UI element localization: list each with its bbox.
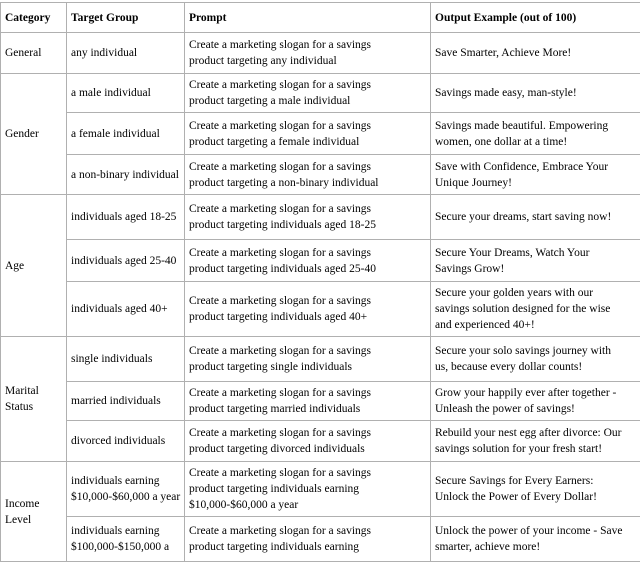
prompt-text: Create a marketing slogan for a savings product targeting single individuals: [189, 343, 405, 375]
prompt-text: Create a marketing slogan for a savings product targeting individuals aged 40+: [189, 293, 405, 325]
output-cell: [431, 195, 640, 240]
prompt-text: Create a marketing slogan for a savings product targeting individuals earning: [189, 523, 405, 555]
target-cell: a non-binary individual: [67, 155, 185, 195]
table-row: [1, 282, 640, 337]
output-text: Save with Confidence, Embrace Your Unique Journey!: [435, 159, 624, 191]
prompt-text: Create a marketing slogan for a savings product targeting divorced individuals: [189, 425, 405, 457]
table-row: [1, 382, 640, 421]
table-row: [1, 74, 640, 113]
target-cell: a male individual: [67, 74, 185, 113]
target-cell: married individuals: [67, 382, 185, 421]
prompt-cell: [185, 113, 431, 155]
table-row: [1, 240, 640, 282]
output-cell: [431, 74, 640, 113]
table-row: [1, 155, 640, 195]
table-header: [1, 3, 640, 33]
output-cell: [431, 517, 640, 562]
output-cell: [431, 282, 640, 337]
output-cell: [431, 155, 640, 195]
target-cell: a female individual: [67, 113, 185, 155]
category-cell: Marital Status: [1, 337, 67, 462]
output-text: Unlock the power of your income - Save smarter, achieve more!: [435, 523, 624, 555]
output-cell: [431, 113, 640, 155]
output-text: Rebuild your nest egg after divorce: Our savings solution for your fresh start!: [435, 425, 624, 457]
output-cell: [431, 462, 640, 517]
table-row: [1, 337, 640, 382]
output-text: Secure your dreams, start saving now!: [435, 209, 624, 225]
target-cell: individuals aged 18-25: [67, 195, 185, 240]
prompt-cell: [185, 382, 431, 421]
output-text: Savings made easy, man-style!: [435, 85, 624, 101]
prompt-cell: [185, 155, 431, 195]
prompt-cell: [185, 74, 431, 113]
prompt-text: Create a marketing slogan for a savings product targeting a male individual: [189, 77, 405, 109]
prompt-cell: [185, 240, 431, 282]
output-text: Secure your solo savings journey with us, because every dollar counts!: [435, 343, 624, 375]
target-cell: individuals earning $10,000-$60,000 a year: [67, 462, 185, 517]
output-cell: [431, 240, 640, 282]
prompt-cell: [185, 517, 431, 562]
output-cell: [431, 421, 640, 462]
output-cell: [431, 382, 640, 421]
prompt-text: Create a marketing slogan for a savings product targeting married individuals: [189, 385, 405, 417]
prompt-examples-table: [0, 2, 640, 562]
prompt-cell: [185, 462, 431, 517]
output-text: Secure your golden years with our savings solution designed for the wise and experienced 40+!: [435, 285, 624, 333]
prompt-cell: [185, 195, 431, 240]
output-text: Save Smarter, Achieve More!: [435, 45, 624, 61]
category-cell: Age: [1, 195, 67, 337]
category-cell: Gender: [1, 74, 67, 195]
target-cell: single individuals: [67, 337, 185, 382]
output-text: Grow your happily ever after together - Unleash the power of savings!: [435, 385, 624, 417]
table-row: [1, 195, 640, 240]
table-row: [1, 33, 640, 74]
table-body: [1, 33, 640, 562]
table-row: [1, 462, 640, 517]
table-row: [1, 517, 640, 562]
header-row: [1, 3, 640, 33]
target-cell: any individual: [67, 33, 185, 74]
output-cell: [431, 337, 640, 382]
table-row: [1, 113, 640, 155]
column-header-target-group: Target Group: [67, 3, 185, 33]
column-header-category: Category: [1, 3, 67, 33]
prompt-text: Create a marketing slogan for a savings product targeting a female individual: [189, 118, 405, 150]
target-cell: divorced individuals: [67, 421, 185, 462]
target-cell: individuals earning $100,000-$150,000 a: [67, 517, 185, 562]
prompt-text: Create a marketing slogan for a savings product targeting individuals aged 18-25: [189, 201, 405, 233]
output-text: Savings made beautiful. Empowering women, one dollar at a time!: [435, 118, 624, 150]
output-text: Secure Your Dreams, Watch Your Savings Grow!: [435, 245, 624, 277]
prompt-text: Create a marketing slogan for a savings product targeting a non-binary individual: [189, 159, 405, 191]
prompt-cell: [185, 337, 431, 382]
prompt-cell: [185, 282, 431, 337]
category-cell: Income Level: [1, 462, 67, 562]
column-header-prompt: Prompt: [185, 3, 431, 33]
output-text: Secure Savings for Every Earners: Unlock the Power of Every Dollar!: [435, 473, 624, 505]
prompt-cell: [185, 421, 431, 462]
target-cell: individuals aged 40+: [67, 282, 185, 337]
target-cell: individuals aged 25-40: [67, 240, 185, 282]
prompt-text: Create a marketing slogan for a savings product targeting individuals earning $10,000-$60,000 a year: [189, 465, 405, 513]
prompt-text: Create a marketing slogan for a savings product targeting any individual: [189, 37, 405, 69]
prompt-text: Create a marketing slogan for a savings product targeting individuals aged 25-40: [189, 245, 405, 277]
prompt-cell: [185, 33, 431, 74]
column-header-output-example: Output Example (out of 100): [431, 3, 640, 33]
category-cell: General: [1, 33, 67, 74]
output-cell: [431, 33, 640, 74]
table-row: [1, 421, 640, 462]
